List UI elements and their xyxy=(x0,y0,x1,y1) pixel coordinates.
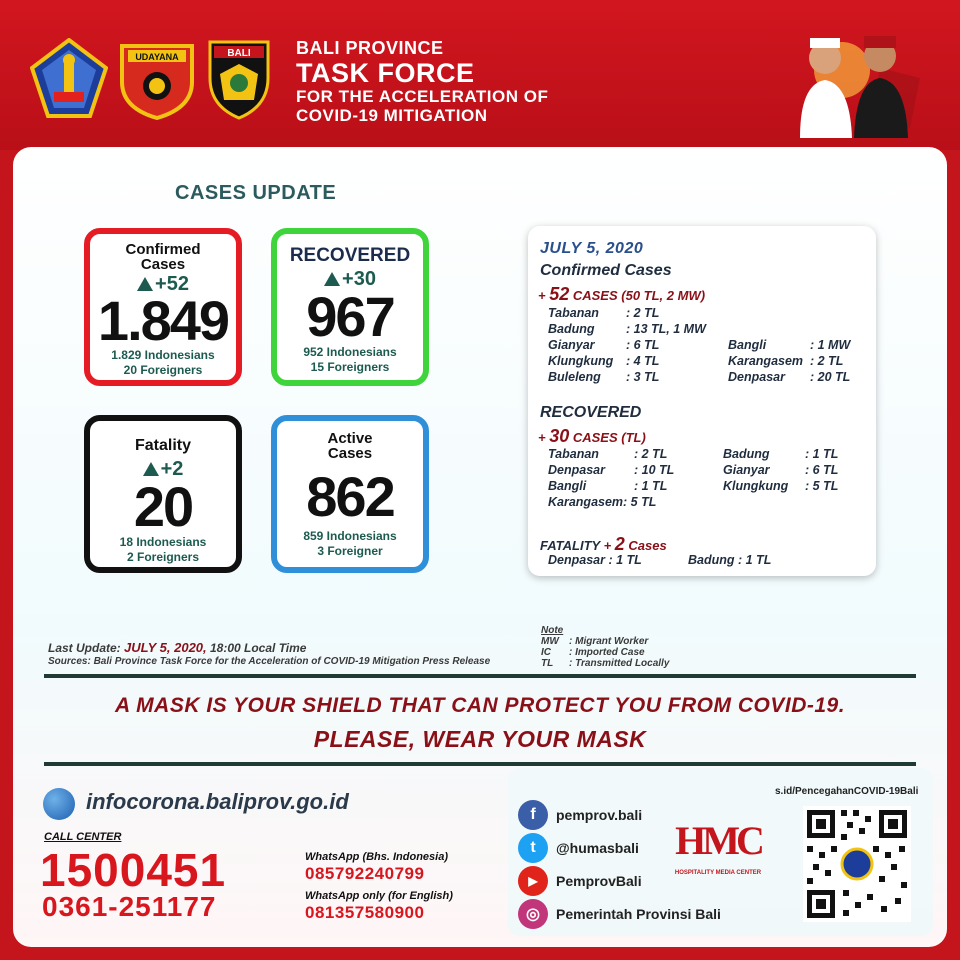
detail-recovered-heading: RECOVERED xyxy=(540,404,642,421)
detail-recovered-row: Karangasem: 5 TL xyxy=(548,495,657,509)
fatality-value: 20 xyxy=(133,475,193,538)
twitter-icon: t xyxy=(518,833,548,863)
udayana-emblem-icon xyxy=(118,38,196,120)
call-center-number-2: 0361-251177 xyxy=(42,891,217,922)
detail-confirmed-prefix: + xyxy=(538,288,550,303)
youtube-icon: ▶ xyxy=(518,866,548,896)
udayana-text: UDAYANA xyxy=(135,52,179,62)
detail-confirmed-row: Denpasar : 20 TL xyxy=(728,370,851,384)
confirmed-label-1: Confirmed xyxy=(125,241,201,258)
website-link[interactable]: infocorona.baliprov.go.id xyxy=(86,789,349,814)
recovered-value: 967 xyxy=(306,285,394,348)
active-value: 862 xyxy=(306,465,394,528)
active-foreigners: 3 Foreigner xyxy=(317,544,383,558)
detail-date: JULY 5, 2020 xyxy=(540,240,644,257)
confirmed-indonesians: 1.829 Indonesians xyxy=(111,348,215,362)
header-line-4: COVID-19 MITIGATION xyxy=(296,106,488,125)
hmc-logo-mark: HMC xyxy=(675,818,761,863)
note-row: IC : Imported Case xyxy=(541,647,645,658)
fatality-indonesians: 18 Indonesians xyxy=(119,535,207,549)
note-title: Note xyxy=(541,625,564,636)
social-youtube-label: PemprovBali xyxy=(556,873,642,889)
detail-confirmed-row: Karangasem : 2 TL xyxy=(728,354,844,368)
confirmed-delta-value: +52 xyxy=(155,273,189,295)
header-line-3: FOR THE ACCELERATION OF xyxy=(296,87,549,106)
detail-confirmed-row: Klungkung : 4 TL xyxy=(548,354,660,368)
daily-detail-panel xyxy=(528,226,876,576)
leaders-photo-icon xyxy=(770,18,930,138)
bali-police-emblem-icon xyxy=(200,38,278,120)
recovered-delta-value: +30 xyxy=(342,268,376,290)
abbreviation-note xyxy=(541,625,669,669)
detail-confirmed-row: Bangli : 1 MW xyxy=(728,338,851,352)
header-title xyxy=(296,38,548,125)
detail-confirmed-row: Buleleng : 3 TL xyxy=(548,370,660,384)
active-cases-box xyxy=(271,415,429,573)
hospitality-media-center-logo xyxy=(668,812,768,888)
confirmed-label-2: Cases xyxy=(140,256,186,273)
detail-fatality-row: Denpasar : 1 TL xyxy=(548,553,642,567)
facebook-icon: f xyxy=(518,800,548,830)
detail-confirmed-heading: Confirmed Cases xyxy=(540,262,672,279)
active-indonesians: 859 Indonesians xyxy=(303,529,397,543)
recovered-box xyxy=(271,228,429,386)
divider xyxy=(44,762,916,766)
call-center-label: CALL CENTER xyxy=(44,831,122,843)
social-youtube[interactable] xyxy=(518,866,642,896)
detail-fatality-summary: FATALITY + 2 Cases xyxy=(540,534,667,554)
header-line-1: BALI PROVINCE xyxy=(296,38,444,58)
whatsapp-english-label: WhatsApp only (for English) xyxy=(305,890,453,902)
social-facebook[interactable] xyxy=(518,800,642,830)
social-facebook-label: pemprov.bali xyxy=(556,807,643,823)
detail-recovered-row: Tabanan : 2 TL xyxy=(548,447,668,461)
short-link[interactable]: s.id/PencegahanCOVID-19Bali xyxy=(775,786,919,797)
cases-update-title: CASES UPDATE xyxy=(175,182,337,204)
sources: Sources: Bali Province Task Force for the Acceleration of COVID-19 Mitigation Press Release xyxy=(48,656,491,667)
detail-recovered-row: Badung : 1 TL xyxy=(723,447,839,461)
detail-confirmed-summary xyxy=(538,284,705,305)
whatsapp-indonesia-number: 085792240799 xyxy=(305,864,425,883)
bali-province-emblem-icon xyxy=(30,38,108,120)
recovered-indonesians: 952 Indonesians xyxy=(303,345,397,359)
note-row: MW : Migrant Worker xyxy=(541,636,649,647)
fatality-box xyxy=(84,415,242,573)
up-triangle-icon xyxy=(324,272,340,286)
confirmed-cases-box xyxy=(84,228,242,386)
fatality-label: Fatality xyxy=(134,437,191,454)
whatsapp-english-number: 081357580900 xyxy=(305,903,425,922)
detail-confirmed-suffix: CASES (50 TL, 2 MW) xyxy=(569,288,706,303)
fatality-delta-value: +2 xyxy=(160,458,184,480)
up-triangle-icon xyxy=(143,462,159,476)
last-update: Last Update: JULY 5, 2020, 18:00 Local Time xyxy=(48,640,307,655)
detail-confirmed-count: 52 xyxy=(549,284,570,304)
detail-fatality-row: Badung : 1 TL xyxy=(688,553,772,567)
recovered-label: RECOVERED xyxy=(289,245,411,266)
detail-recovered-row: Gianyar : 6 TL xyxy=(723,463,839,477)
confirmed-foreigners: 20 Foreigners xyxy=(123,363,203,377)
call-center-number-1: 1500451 xyxy=(40,844,227,896)
header-banner xyxy=(0,0,960,150)
globe-icon xyxy=(43,788,75,820)
detail-confirmed-row: Tabanan : 2 TL xyxy=(548,306,660,320)
active-label-2: Cases xyxy=(327,445,373,462)
bali-police-text: BALI xyxy=(227,48,251,59)
social-instagram-label: Pemerintah Provinsi Bali xyxy=(556,906,721,922)
note-row: TL : Transmitted Locally xyxy=(541,658,670,669)
hmc-logo-text: HOSPITALITY MEDIA CENTER xyxy=(674,870,762,876)
detail-recovered-row: Denpasar : 10 TL xyxy=(548,463,675,477)
detail-confirmed-row: Badung : 13 TL, 1 MW xyxy=(548,322,706,336)
qr-code-icon[interactable] xyxy=(803,806,911,922)
detail-recovered-summary: + 30 CASES (TL) xyxy=(538,426,646,446)
instagram-icon: ◎ xyxy=(518,899,548,929)
social-twitter-label: @humasbali xyxy=(556,840,639,856)
detail-recovered-row: Bangli : 1 TL xyxy=(548,479,668,493)
detail-confirmed-row: Gianyar : 6 TL xyxy=(548,338,660,352)
mask-message-line-1: A MASK IS YOUR SHIELD THAT CAN PROTECT YOU FROM COVID-19. xyxy=(114,694,846,717)
fatality-foreigners: 2 Foreigners xyxy=(126,550,200,564)
confirmed-value: 1.849 xyxy=(97,289,229,352)
social-twitter[interactable] xyxy=(518,833,639,863)
active-label-1: Active xyxy=(327,430,373,447)
social-instagram[interactable] xyxy=(518,899,721,929)
divider xyxy=(44,674,916,678)
mask-message-line-2: PLEASE, WEAR YOUR MASK xyxy=(313,726,647,752)
recovered-foreigners: 15 Foreigners xyxy=(310,360,390,374)
detail-recovered-row: Klungkung : 5 TL xyxy=(723,479,839,493)
whatsapp-indonesia-label: WhatsApp (Bhs. Indonesia) xyxy=(305,851,448,863)
header-line-2: TASK FORCE xyxy=(296,58,475,88)
